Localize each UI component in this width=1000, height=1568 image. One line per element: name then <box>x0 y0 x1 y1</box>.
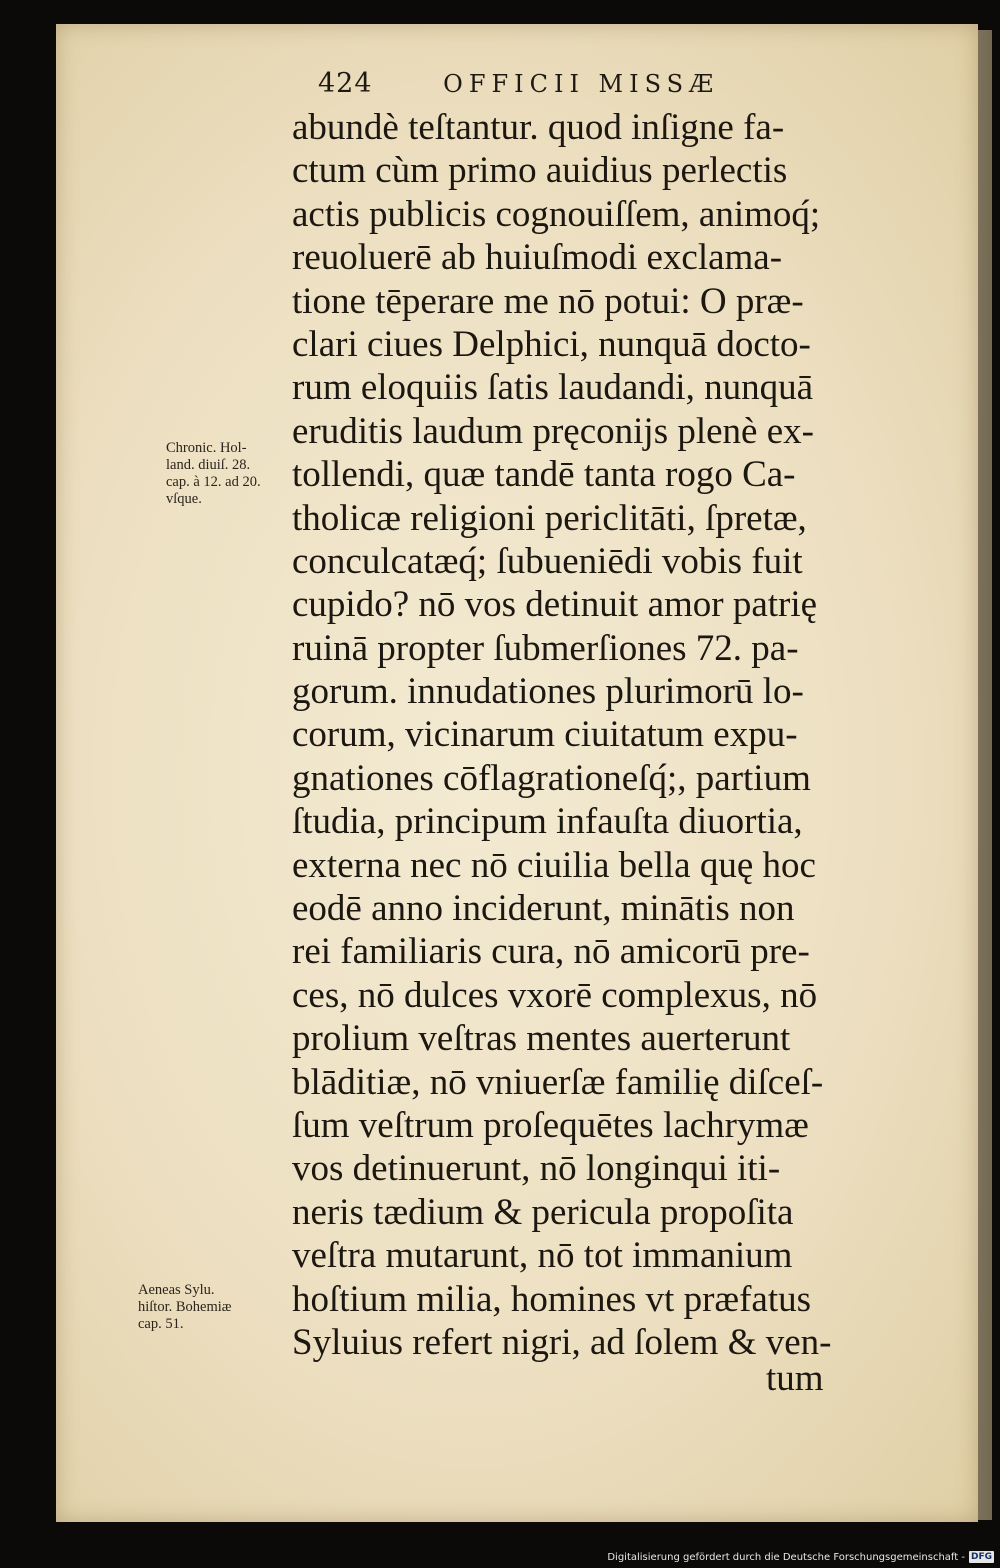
text-line: veſtra mutarunt, nō tot immanium <box>292 1235 793 1277</box>
catchword: tum <box>766 1358 824 1399</box>
text-line: actis publicis cognouiſſem, animoq́; <box>292 193 821 235</box>
text-line: Syluius refert nigri, ad ſolem & ven- <box>292 1321 832 1363</box>
marginal-note-chronicle <box>166 440 261 508</box>
text-line: tholicæ religioni periclitāti, ſpretæ, <box>292 497 807 539</box>
page-number: 424 <box>318 68 373 99</box>
text-line: vos detinuerunt, nō longinqui iti- <box>292 1148 781 1190</box>
page-header <box>318 64 858 104</box>
text-line: tollendi, quæ tandē tanta rogo Ca- <box>292 454 796 496</box>
text-line: eodē anno inciderunt, minātis non <box>292 888 795 930</box>
main-text-column <box>292 106 860 1364</box>
credit-text: Digitalisierung gefördert durch die Deutsche Forschungsgemeinschaft - <box>607 1551 965 1563</box>
marginal-note-line: cap. à 12. ad 20. <box>166 474 261 490</box>
text-line: ruinā propter ſubmerſiones 72. pa- <box>292 627 799 669</box>
text-line: reuoluerē ab huiuſmodi exclama- <box>292 237 783 279</box>
text-line: externa nec nō ciuilia bella quę hoc <box>292 844 816 886</box>
text-line: ſum veſtrum proſequētes lachrymæ <box>292 1104 809 1146</box>
text-line: ſtudia, principum infauſta diuortia, <box>292 801 803 843</box>
text-line: cupido? nō vos detinuit amor patrię <box>292 584 818 626</box>
text-line: clari ciues Delphici, nunquā docto- <box>292 323 811 365</box>
marginal-note-line: vſque. <box>166 491 202 507</box>
marginal-note-line: land. diuiſ. 28. <box>166 457 251 473</box>
text-line: eruditis laudum pręconijs plenè ex- <box>292 410 814 452</box>
text-line: corum, vicinarum ciuitatum expu- <box>292 714 798 756</box>
digitization-credit <box>607 1550 994 1564</box>
text-line: abundè teſtantur. quod inſigne fa- <box>292 107 785 148</box>
text-line: tione tēperare me nō potui: O præ- <box>292 280 804 322</box>
text-line: conculcatæq́; ſubueniēdi vobis fuit <box>292 540 803 582</box>
text-line: gnationes cōflagrationeſq́;, partium <box>292 757 811 799</box>
text-line: rei familiaris cura, nō amicorū pre- <box>292 931 810 973</box>
text-line: ctum cùm primo auidius perlectis <box>292 150 788 192</box>
text-line: hoſtium milia, homines vt præfatus <box>292 1278 811 1320</box>
text-line: ces, nō dulces vxorē complexus, nō <box>292 974 818 1016</box>
text-line: neris tædium & pericula propoſita <box>292 1191 794 1233</box>
text-line: gorum. innudationes plurimorū lo- <box>292 671 804 713</box>
text-line: rum eloquiis ſatis laudandi, nunquā <box>292 367 813 409</box>
marginal-note-line: cap. 51. <box>138 1316 184 1332</box>
text-line: blāditiæ, nō vniuerſæ familię diſceſ- <box>292 1061 824 1103</box>
dfg-logo: DFG <box>970 1552 992 1562</box>
marginal-note-line: hiſtor. Bohemiæ <box>138 1299 232 1315</box>
text-line: prolium veſtras mentes auerterunt <box>292 1018 791 1060</box>
marginal-note-line: Aeneas Sylu. <box>138 1282 215 1298</box>
marginal-note-line: Chronic. Hol- <box>166 440 247 456</box>
marginal-note-aeneas <box>138 1282 231 1333</box>
running-title: OFFICII MISSÆ <box>443 70 720 98</box>
